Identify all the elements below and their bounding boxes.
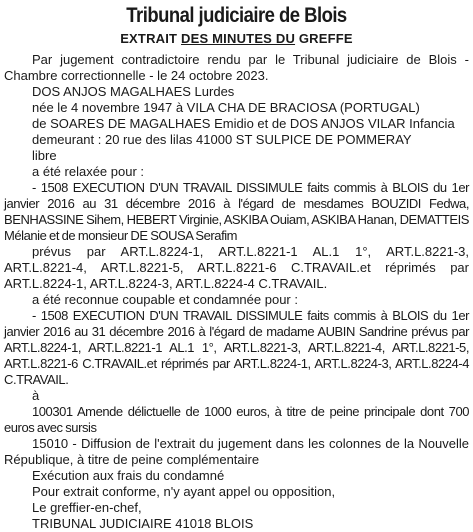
defendant-parents: de SOARES DE MAGALHAES Emidio et de DOS ANJOS VILAR Infancia <box>32 116 455 131</box>
acquittal-articles: prévus par ART.L.8224-1, ART.L.8221-1 AL.1 1°, ART.L.8221-3, ART.L.8221-4, ART.L.8221-5, ART.L.8221-6 C.TRAVAIL.et réprimés par ART.L.8224-1, ART.L.8224-3, ART.L.8224-4 C.TRAVAIL. <box>4 244 469 291</box>
sentence-costs: Exécution aux frais du condamné <box>32 468 225 483</box>
defendant-birth: née le 4 novembre 1947 à VILA CHA DE BRACIOSA (PORTUGAL) <box>32 100 420 115</box>
certification: Pour extrait conforme, n'y ayant appel ou opposition, <box>32 484 336 499</box>
sentence-fine: 100301 Amende délictuelle de 1000 euros, à titre de peine principale dont 700 euros avec sursis <box>4 404 469 435</box>
sentence-prefix: à <box>32 388 40 403</box>
court-signature: TRIBUNAL JUDICIAIRE 41018 BLOIS <box>32 516 254 531</box>
clerk-title: Le greffier-en-chef, <box>32 500 142 515</box>
notice-title: Tribunal judiciaire de Blois <box>126 4 347 27</box>
conviction-heading: a été reconnue coupable et condamnée pour : <box>32 292 298 307</box>
subtitle-part-2: DES MINUTES DU <box>181 31 296 46</box>
defendant-status: libre <box>32 148 57 163</box>
defendant-name: DOS ANJOS MAGALHAES Lurdes <box>32 84 235 99</box>
notice-subtitle <box>4 30 469 48</box>
subtitle-part-1: EXTRAIT <box>120 31 182 46</box>
defendant-address: demeurant : 20 rue des lilas 41000 ST SULPICE DE POMMERAY <box>32 132 412 147</box>
sentence-publication: 15010 - Diffusion de l'extrait du jugement dans les colonnes de la Nouvelle République, à titre de peine complémentaire <box>4 436 469 467</box>
judgment-intro: Par jugement contradictoire rendu par le Tribunal judiciaire de Blois - Chambre correctionnelle - le 24 octobre 2023. <box>4 52 469 83</box>
subtitle-part-3: GREFFE <box>295 31 353 46</box>
acquittal-offense: - 1508 EXECUTION D'UN TRAVAIL DISSIMULE faits commis à BLOIS du 1er janvier 2016 au 31 décembre 2016 à l'égard de mesdames BOUZIDI Fedwa, BENHASSINE Sihem, HEBERT Virginie, ASKIBA Ouiam, ASKIBA Hanan, DEMATTEIS Mélanie et de monsieur DE SOUSA Serafim <box>4 180 469 243</box>
conviction-offense: - 1508 EXECUTION D'UN TRAVAIL DISSIMULE faits commis à BLOIS du 1er janvier 2016 au 31 décembre 2016 à l'égard de madame AUBIN Sandrine prévus par ART.L.8224-1, ART.L.8221-1 AL.1 1°, ART.L.8221-3, ART.L.8221-4, ART.L.8221-5, ART.L.8221-6 C.TRAVAIL.et réprimés par ART.L.8224-1, ART.L.8224-3, ART.L.8224-4 C.TRAVAIL. <box>4 308 469 387</box>
notice-body <box>4 52 469 532</box>
acquittal-heading: a été relaxée pour : <box>32 164 145 179</box>
